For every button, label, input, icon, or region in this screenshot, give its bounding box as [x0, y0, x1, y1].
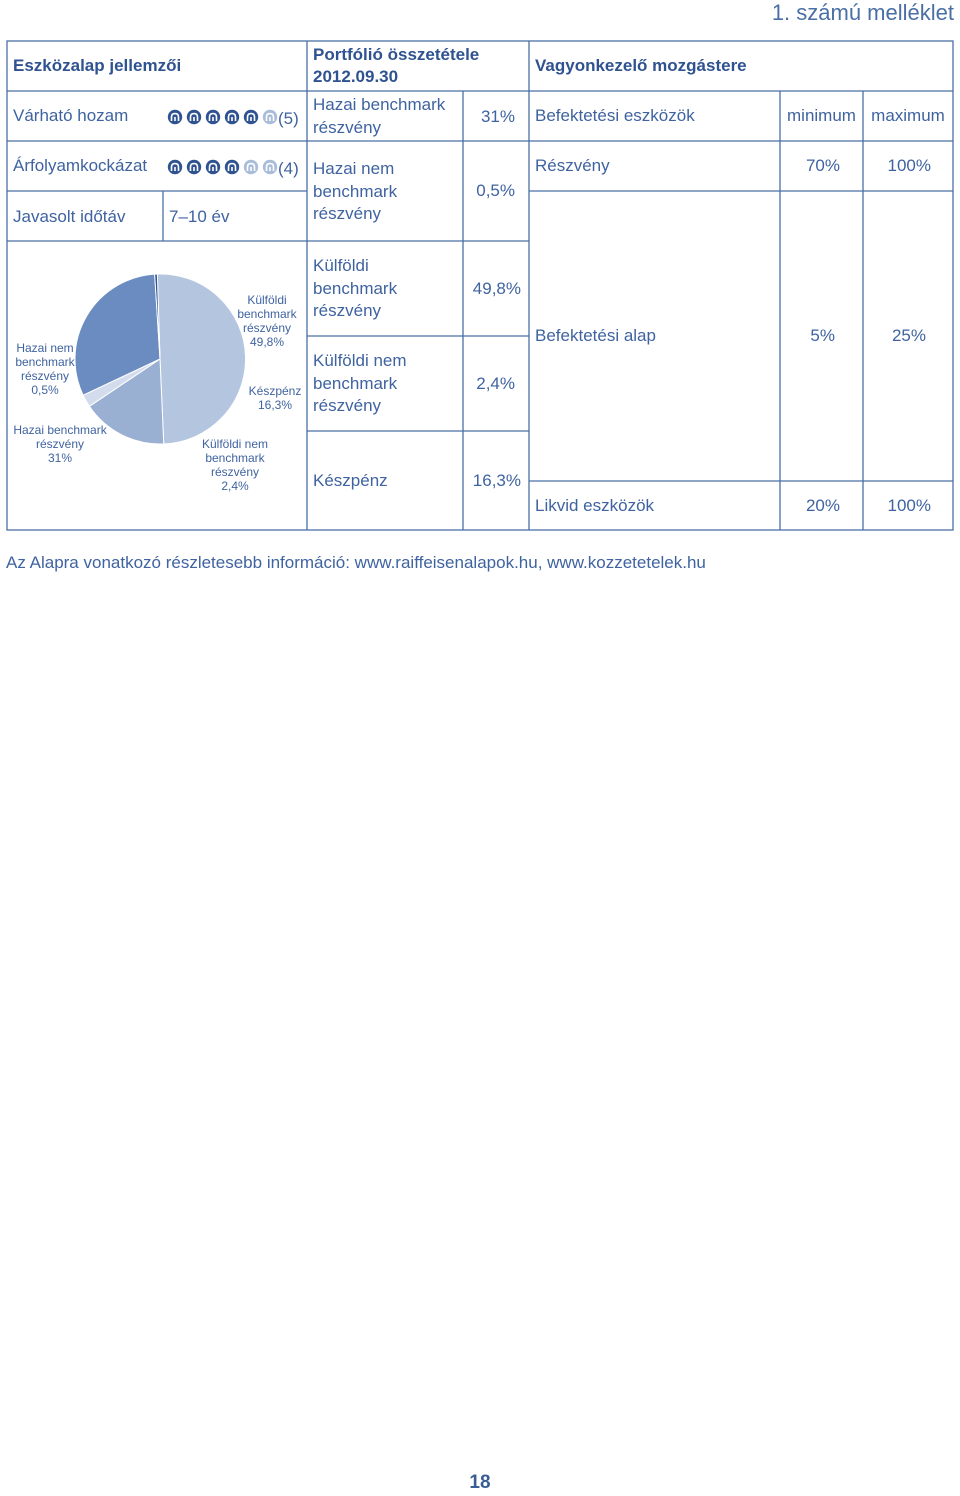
expected-return-value: (5) [278, 109, 299, 128]
expected-return-rating-filled-icon [224, 109, 240, 125]
risk-rating-filled-icon [167, 159, 183, 175]
col-header-asset: Befektetési eszközök [535, 106, 695, 125]
footer-info: Az Alapra vonatkozó részletesebb információ: www.raiffeisenalapok.hu, www.kozzetetelek.hu [6, 553, 706, 572]
expected-return-label: Várható hozam [13, 106, 129, 125]
manager-range-heading: Vagyonkezelő mozgástere [535, 56, 747, 75]
portfolio-row-name: Hazai nem benchmark részvény [313, 159, 398, 223]
col-header-min: minimum [787, 106, 856, 125]
expected-return-rating-filled-icon [205, 109, 221, 125]
risk-rating-filled-icon [186, 159, 202, 175]
expected-return-rating-filled-icon [186, 109, 202, 125]
range-row-min: 20% [805, 496, 840, 515]
pie-label-hazai-nem-benchmark: Hazai nem benchmark részvény 0,5% [15, 341, 75, 397]
risk-rating-filled-icon [205, 159, 221, 175]
portfolio-row-value: 49,8% [472, 279, 521, 298]
pie-label-kulfoldi-nem-benchmark: Külföldi nem benchmark részvény 2,4% [201, 437, 269, 493]
risk-value: (4) [278, 159, 299, 178]
expected-return-rating-empty-icon [262, 109, 278, 125]
portfolio-row-value: 0,5% [476, 181, 515, 200]
portfolio-row-name: Hazai benchmark részvény [313, 95, 446, 137]
portfolio-row-name: Külföldi benchmark részvény [313, 256, 398, 320]
portfolio-row-name: Külföldi nem benchmark részvény [313, 351, 407, 415]
range-row-asset: Részvény [535, 156, 610, 175]
portfolio-row-name: Készpénz [313, 471, 388, 490]
risk-rating-empty-icon [243, 159, 259, 175]
risk-rating [167, 159, 278, 175]
range-row-asset: Befektetési alap [535, 326, 656, 345]
page-number: 18 [469, 1472, 491, 1493]
portfolio-heading: Portfólió összetétele 2012.09.30 [313, 45, 480, 86]
annex-label: 1. számú melléklet [771, 0, 954, 25]
pie-label-kulfoldi-benchmark: Külföldi benchmark részvény 49,8% [237, 293, 297, 349]
range-row-max: 100% [887, 156, 931, 175]
horizon-value: 7–10 év [169, 207, 230, 226]
pie-label-keszpenz: Készpénz 16,3% [248, 384, 302, 412]
risk-rating-filled-icon [224, 159, 240, 175]
expected-return-rating-filled-icon [243, 109, 259, 125]
range-row-max: 25% [891, 326, 926, 345]
col-header-max: maximum [871, 106, 945, 125]
range-row-min: 5% [810, 326, 835, 345]
expected-return-rating [167, 109, 278, 125]
portfolio-row-value: 16,3% [472, 471, 521, 490]
portfolio-row-value: 2,4% [476, 374, 515, 393]
range-row-max: 100% [887, 496, 931, 515]
expected-return-rating-filled-icon [167, 109, 183, 125]
range-row-asset: Likvid eszközök [535, 496, 655, 515]
characteristics-heading: Eszközalap jellemzői [13, 56, 182, 75]
pie-label-hazai-benchmark: Hazai benchmark részvény 31% [13, 423, 107, 465]
risk-label: Árfolyamkockázat [13, 156, 148, 175]
range-row-min: 70% [805, 156, 840, 175]
horizon-label: Javasolt időtáv [13, 207, 126, 226]
risk-rating-empty-icon [262, 159, 278, 175]
portfolio-row-value: 31% [480, 107, 515, 126]
